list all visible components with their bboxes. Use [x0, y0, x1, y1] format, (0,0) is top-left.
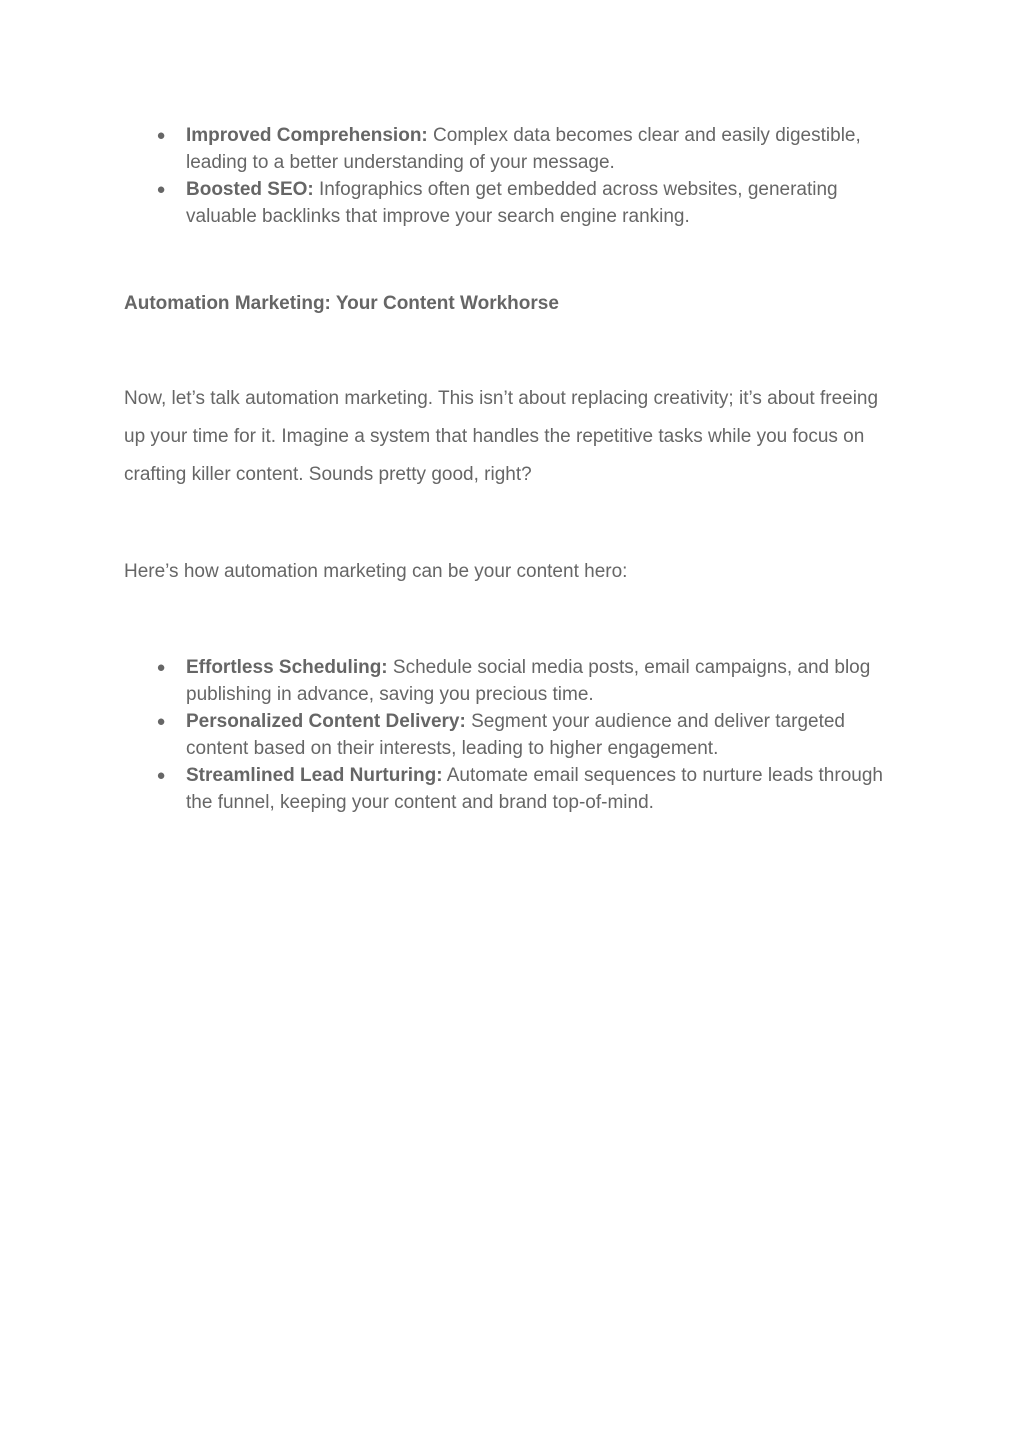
- lead-in-paragraph: Here’s how automation marketing can be your content hero:: [124, 561, 628, 582]
- list-item-title: Personalized Content Delivery:: [186, 711, 466, 732]
- bullet-icon: ●: [156, 127, 166, 144]
- list-item-text: Automate email sequences to nurture leads through the funnel, keeping your content and brand top-of-mind.: [186, 765, 883, 813]
- bullet-icon: ●: [156, 659, 166, 676]
- list-item-text: Complex data becomes clear and easily digestible, leading to a better understanding of your message.: [186, 125, 861, 173]
- bullet-icon: ●: [156, 767, 166, 784]
- list-item-text: Segment your audience and deliver targeted content based on their interests, leading to higher engagement.: [186, 711, 845, 759]
- list-item-text: Infographics often get embedded across websites, generating valuable backlinks that improve your search engine ranking.: [186, 179, 838, 227]
- list-item: [124, 708, 904, 762]
- bullet-icon: ●: [156, 713, 166, 730]
- list-item-title: Improved Comprehension:: [186, 125, 428, 146]
- list-item-text: Schedule social media posts, email campaigns, and blog publishing in advance, saving you precious time.: [186, 657, 871, 705]
- bullet-icon: ●: [156, 181, 166, 198]
- benefits-list: [124, 122, 904, 230]
- list-item: [124, 654, 904, 708]
- list-item: [124, 176, 904, 230]
- section-heading: Automation Marketing: Your Content Workhorse: [124, 293, 559, 314]
- list-item-title: Boosted SEO:: [186, 179, 314, 200]
- list-item-title: Streamlined Lead Nurturing:: [186, 765, 443, 786]
- list-item: [124, 762, 904, 816]
- list-item: [124, 122, 904, 176]
- automation-benefits-list: [124, 654, 904, 816]
- intro-paragraph: Now, let’s talk automation marketing. This isn’t about replacing creativity; it’s about freeing up your time for it. Imagine a system that handles the repetitive tasks while you focus on crafting killer content. Sounds pretty good, right?: [124, 388, 879, 485]
- list-item-title: Effortless Scheduling:: [186, 657, 388, 678]
